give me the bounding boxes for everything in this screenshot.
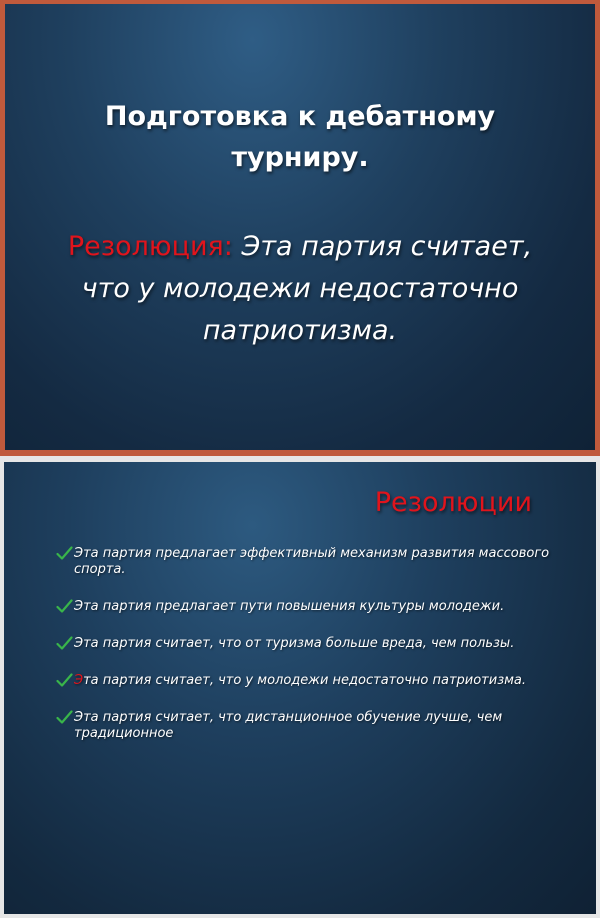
slide-2-title: Резолюции bbox=[374, 487, 532, 518]
slide-1 bbox=[5, 4, 595, 450]
list-item-text: Эта партия предлагает эффективный механизм развития массового спорта. bbox=[74, 546, 550, 577]
slide-1-resolution bbox=[5, 226, 595, 352]
check-icon bbox=[56, 672, 73, 688]
check-icon bbox=[56, 709, 73, 725]
check-icon bbox=[56, 635, 73, 651]
list-item-lead: Э bbox=[74, 673, 84, 688]
list-item bbox=[56, 599, 566, 615]
list-item-text: Эта партия считает, что от туризма больше вреда, чем пользы. bbox=[74, 636, 515, 651]
slide-1-frame bbox=[0, 0, 600, 456]
resolutions-list bbox=[56, 546, 566, 763]
list-item bbox=[56, 673, 566, 689]
resolution-text: Эта партия считает, что у молодежи недостаточно патриотизма. bbox=[81, 231, 533, 346]
list-item bbox=[56, 710, 566, 742]
list-item bbox=[56, 636, 566, 652]
check-icon bbox=[56, 598, 73, 614]
slide-2 bbox=[4, 462, 596, 914]
list-item bbox=[56, 546, 566, 578]
list-item-text: та партия считает, что у молодежи недостаточно патриотизма. bbox=[83, 673, 527, 688]
check-icon bbox=[56, 545, 73, 561]
slide-1-title: Подготовка к дебатному турниру. bbox=[104, 101, 496, 173]
resolution-label: Резолюция: bbox=[67, 231, 233, 262]
list-item-text: Эта партия считает, что дистанционное обучение лучше, чем традиционное bbox=[74, 710, 503, 741]
list-item-text: Эта партия предлагает пути повышения культуры молодежи. bbox=[74, 599, 505, 614]
